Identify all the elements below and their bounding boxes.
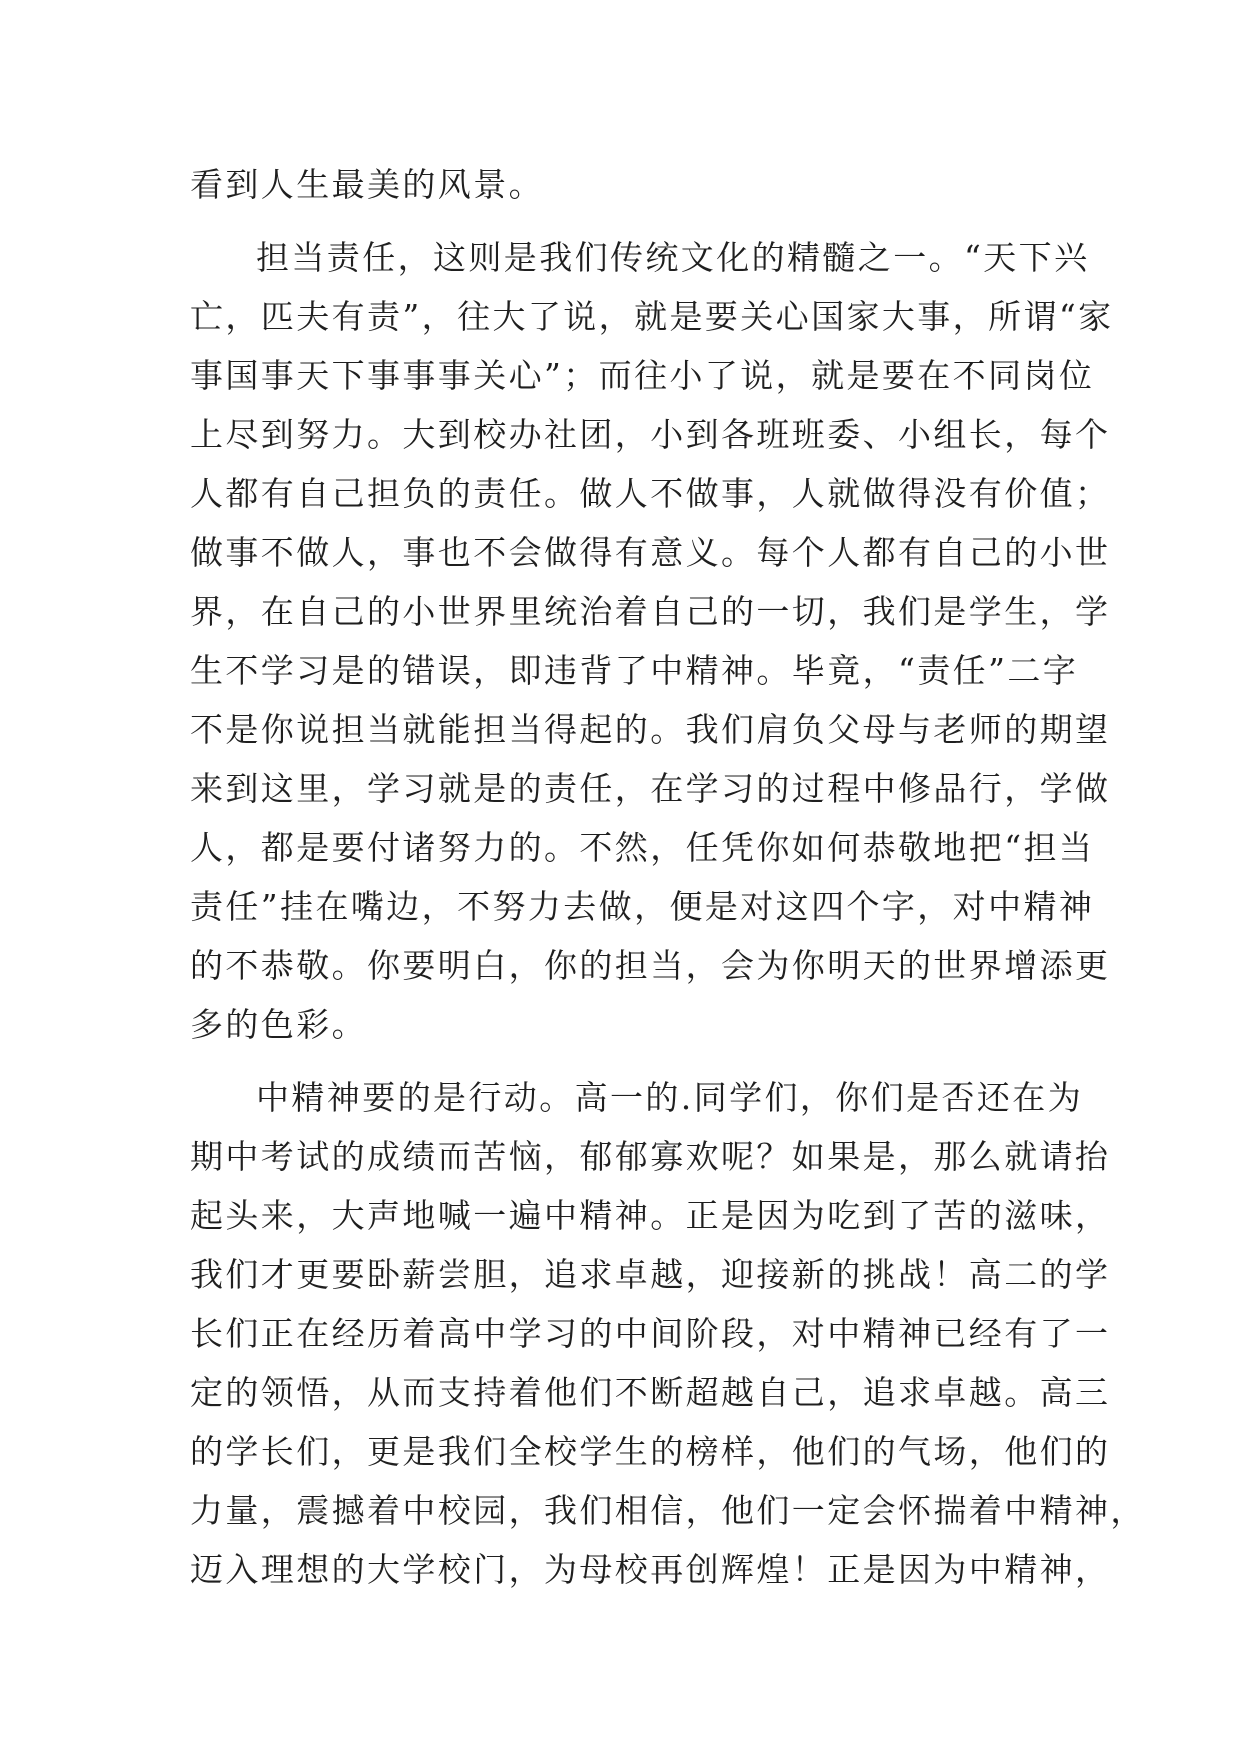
text-line: 起头来，大声地喊一遍中精神。正是因为吃到了苦的滋味，: [190, 1196, 1111, 1235]
paragraph-first-line: 担当责任，这则是我们传统文化的精髓之一。“天下兴: [256, 238, 1090, 277]
text-line: 界，在自己的小世界里统治着自己的一切，我们是学生，学: [190, 592, 1111, 631]
text-line: 的不恭敬。你要明白，你的担当，会为你明天的世界增添更: [190, 946, 1111, 985]
text-line: 长们正在经历着高中学习的中间阶段，对中精神已经有了一: [190, 1314, 1111, 1353]
text-line: 事国事天下事事事关心”；而往小了说，就是要在不同岗位: [190, 356, 1095, 395]
text-line: 的学长们，更是我们全校学生的榜样，他们的气场，他们的: [190, 1432, 1111, 1471]
text-line: 我们才更要卧薪尝胆，追求卓越，迎接新的挑战！高二的学: [190, 1255, 1111, 1294]
text-line: 不是你说担当就能担当得起的。我们肩负父母与老师的期望: [190, 710, 1111, 749]
text-line: 期中考试的成绩而苦恼，郁郁寡欢呢？如果是，那么就请抬: [190, 1137, 1111, 1176]
text-line: 来到这里，学习就是的责任，在学习的过程中修品行，学做: [190, 769, 1111, 808]
text-line: 责任”挂在嘴边，不努力去做，便是对这四个字，对中精神: [190, 887, 1095, 926]
text-line: 人都有自己担负的责任。做人不做事，人就做得没有价值；: [190, 474, 1111, 513]
text-line: 看到人生最美的风景。: [190, 165, 544, 204]
text-line: 上尽到努力。大到校办社团，小到各班班委、小组长，每个: [190, 415, 1111, 454]
text-line: 多的色彩。: [190, 1005, 367, 1044]
text-line: 力量，震撼着中校园，我们相信，他们一定会怀揣着中精神，: [190, 1491, 1146, 1530]
text-line: 定的领悟，从而支持着他们不断超越自己，追求卓越。高三: [190, 1373, 1111, 1412]
paragraph-first-line: 中精神要的是行动。高一的.同学们，你们是否还在为: [256, 1078, 1084, 1117]
text-line: 迈入理想的大学校门，为母校再创辉煌！正是因为中精神，: [190, 1550, 1111, 1589]
text-line: 人，都是要付诸努力的。不然，任凭你如何恭敬地把“担当: [190, 828, 1095, 867]
text-line: 生不学习是的错误，即违背了中精神。毕竟，“责任”二字: [190, 651, 1079, 690]
text-line: 做事不做人，事也不会做得有意义。每个人都有自己的小世: [190, 533, 1111, 572]
text-line: 亡，匹夫有责”，往大了说，就是要关心国家大事，所谓“家: [190, 297, 1114, 336]
body-text: [190, 155, 1146, 1599]
